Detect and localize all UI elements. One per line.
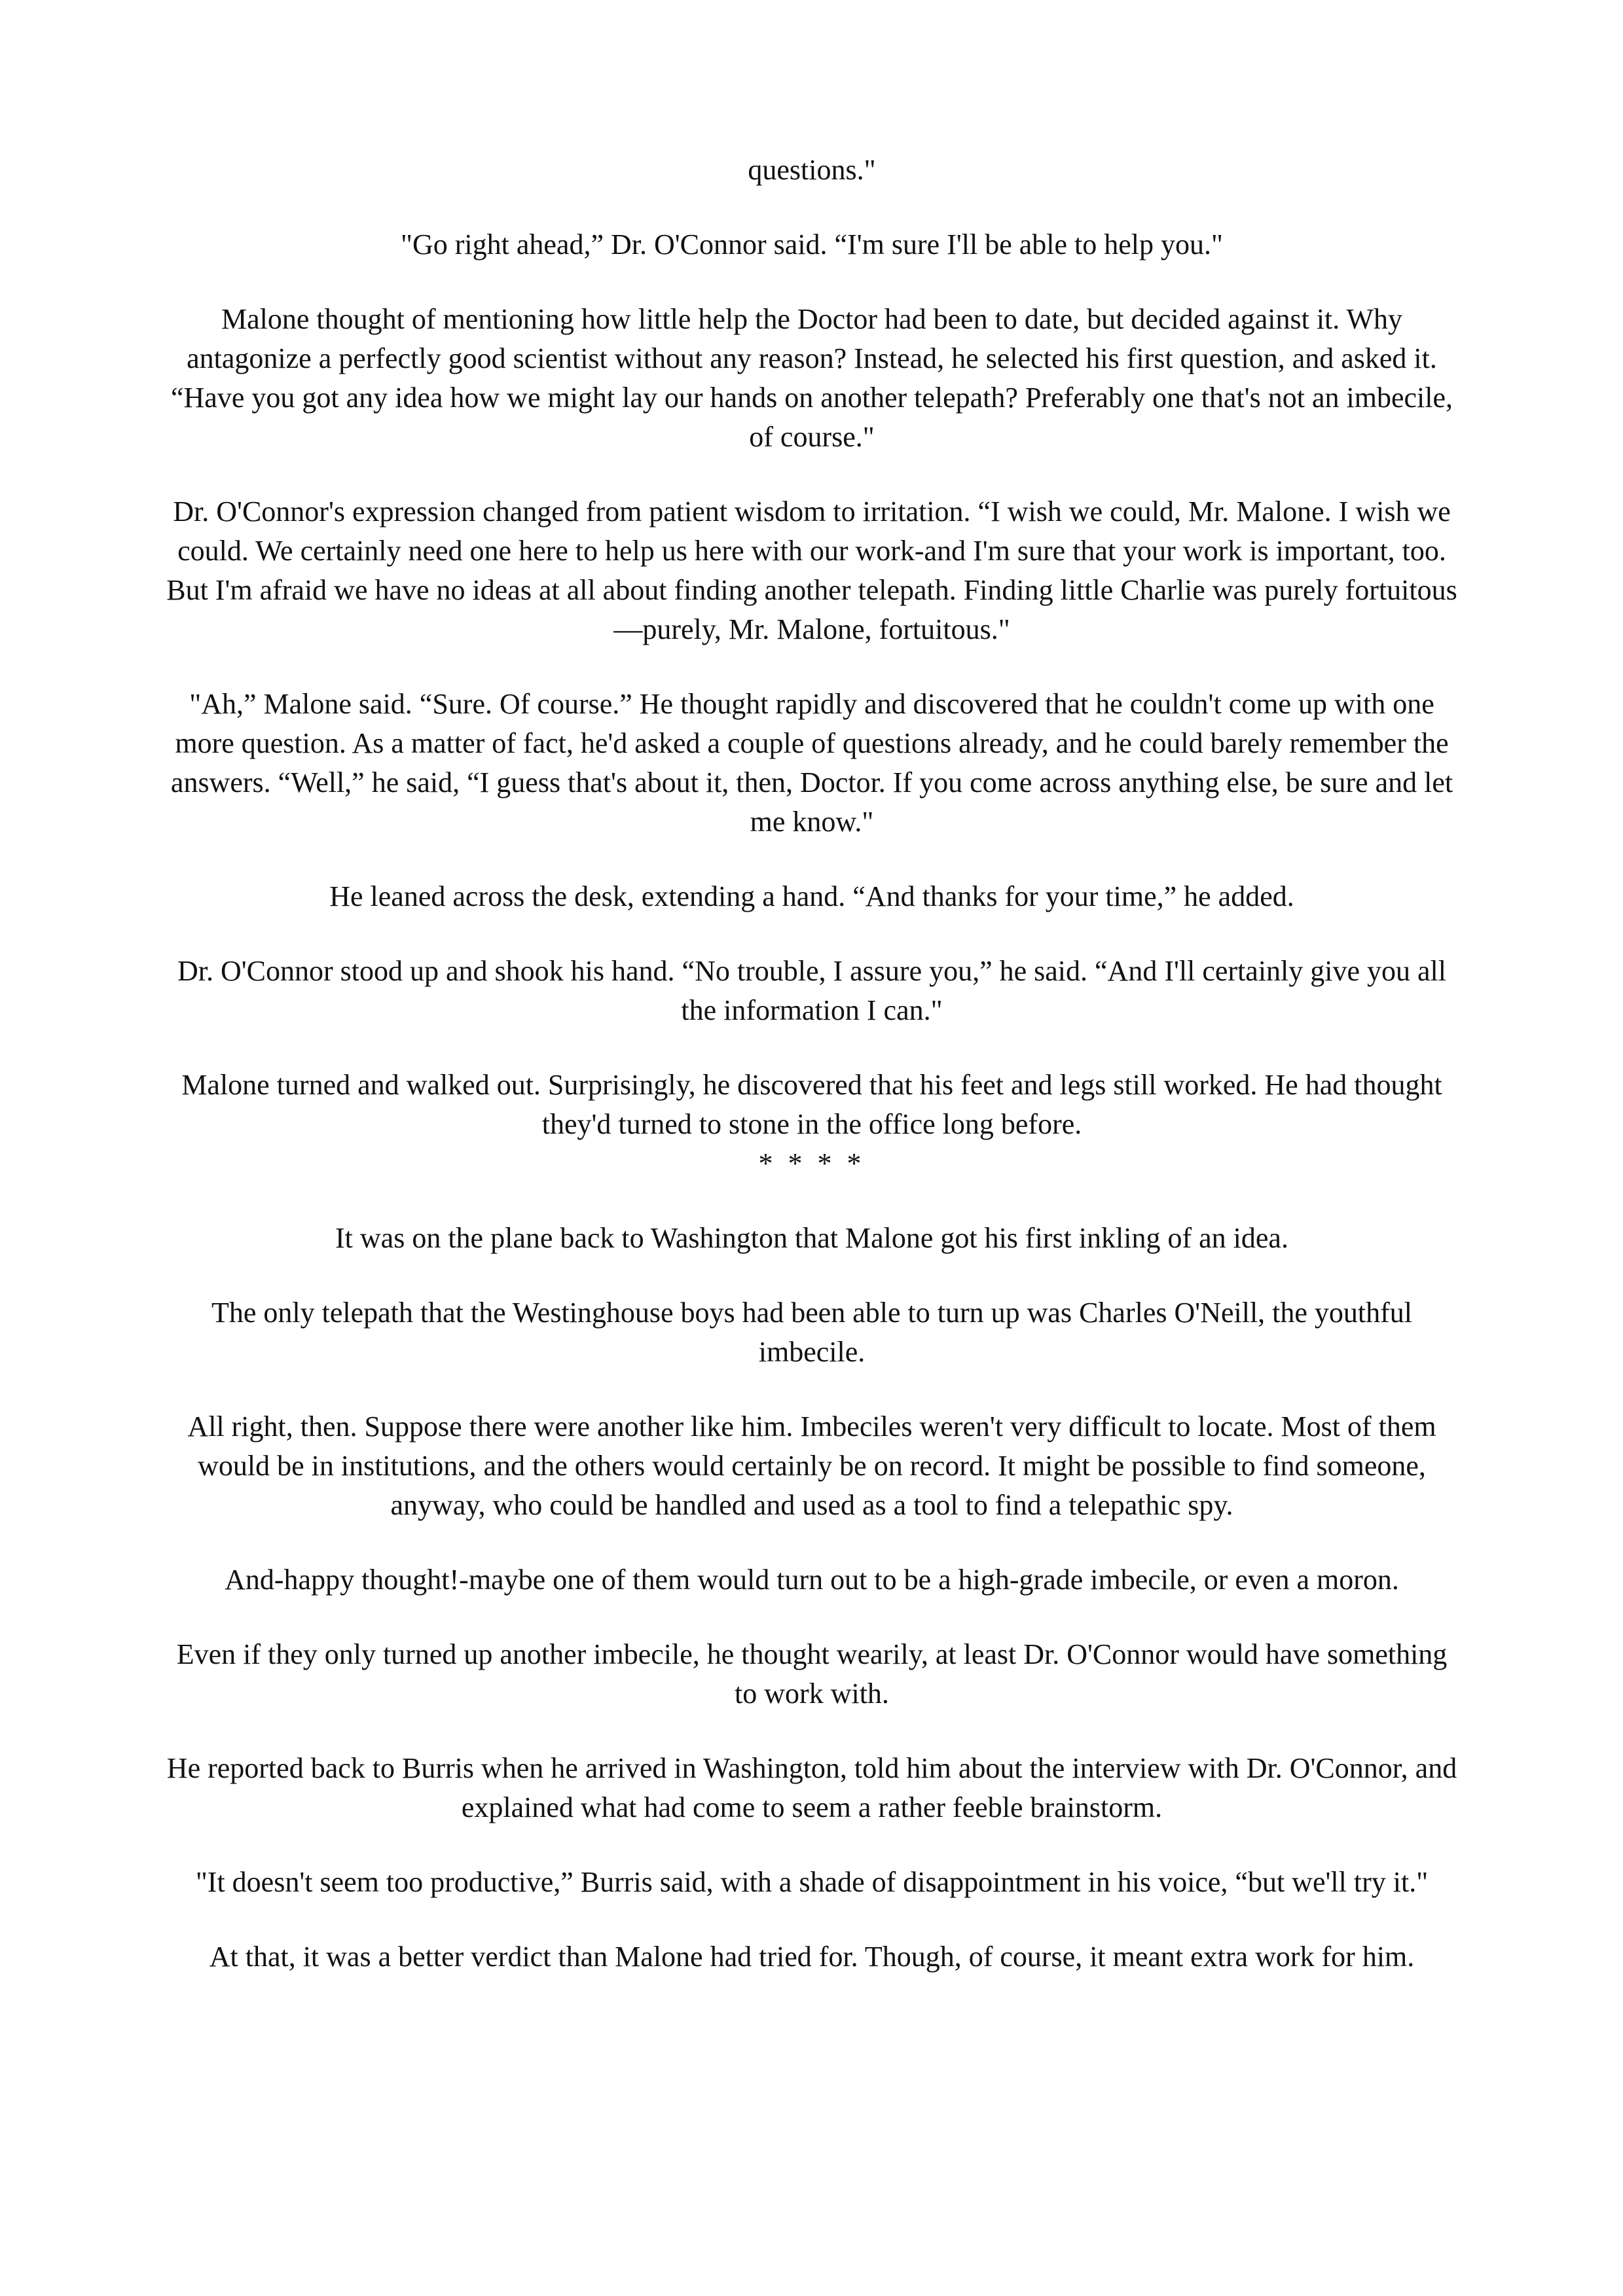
paragraph: Malone turned and walked out. Surprisingly, he discovered that his feet and legs still worked. He had thought they'd turned to stone in the office long before. <box>181 1069 1442 1140</box>
paragraph: questions." <box>748 154 876 186</box>
section-separator: * * * * <box>758 1147 866 1179</box>
paragraph: And-happy thought!-maybe one of them would turn out to be a high-grade imbecile, or even a moron. <box>225 1564 1399 1596</box>
paragraph: Even if they only turned up another imbecile, he thought wearily, at least Dr. O'Connor would have something to work with. <box>176 1638 1448 1710</box>
paragraph: All right, then. Suppose there were another like him. Imbeciles weren't very difficult to locate. Most of them would be in institutions, and the others would certainly be on record. It might be possible to find someone, anyway, who could be handled and used as a tool to find a telepathic spy. <box>187 1410 1436 1521</box>
text-column <box>164 151 1460 2012</box>
paragraph: He leaned across the desk, extending a hand. “And thanks for your time,” he added. <box>329 880 1294 912</box>
paragraph: The only telepath that the Westinghouse boys had been able to turn up was Charles O'Neill, the youthful imbecile. <box>211 1297 1413 1368</box>
paragraph: At that, it was a better verdict than Malone had tried for. Though, of course, it meant extra work for him. <box>209 1941 1415 1973</box>
paragraph: He reported back to Burris when he arrived in Washington, told him about the interview with Dr. O'Connor, and explained what had come to seem a rather feeble brainstorm. <box>166 1752 1457 1823</box>
paragraph: "Ah,” Malone said. “Sure. Of course.” He thought rapidly and discovered that he couldn't come up with one more question. As a matter of fact, he'd asked a couple of questions already, and he could barely remember the answers. “Well,” he said, “I guess that's about it, then, Doctor. If you come across anything else, be sure and let me know." <box>170 688 1453 838</box>
paragraph: It was on the plane back to Washington that Malone got his first inkling of an idea. <box>335 1222 1288 1254</box>
paragraph: Malone thought of mentioning how little help the Doctor had been to date, but decided against it. Why antagonize a perfectly good scientist without any reason? Instead, he selected his first question, and asked it. “Have you got any idea how we might lay our hands on another telepath? Preferably one that's not an imbecile, of course." <box>171 303 1453 453</box>
paragraph: "It doesn't seem too productive,” Burris said, with a shade of disappointment in his voice, “but we'll try it." <box>195 1866 1429 1898</box>
paragraph: "Go right ahead,” Dr. O'Connor said. “I'm sure I'll be able to help you." <box>401 228 1223 260</box>
paragraph: Dr. O'Connor stood up and shook his hand. “No trouble, I assure you,” he said. “And I'll certainly give you all the information I can." <box>177 955 1447 1026</box>
paragraph: Dr. O'Connor's expression changed from patient wisdom to irritation. “I wish we could, Mr. Malone. I wish we could. We certainly need one here to help us here with our work-and I'm sure that your work is important, too. But I'm afraid we have no ideas at all about finding another telepath. Finding little Charlie was purely fortuitous—purely, Mr. Malone, fortuitous." <box>166 495 1457 645</box>
